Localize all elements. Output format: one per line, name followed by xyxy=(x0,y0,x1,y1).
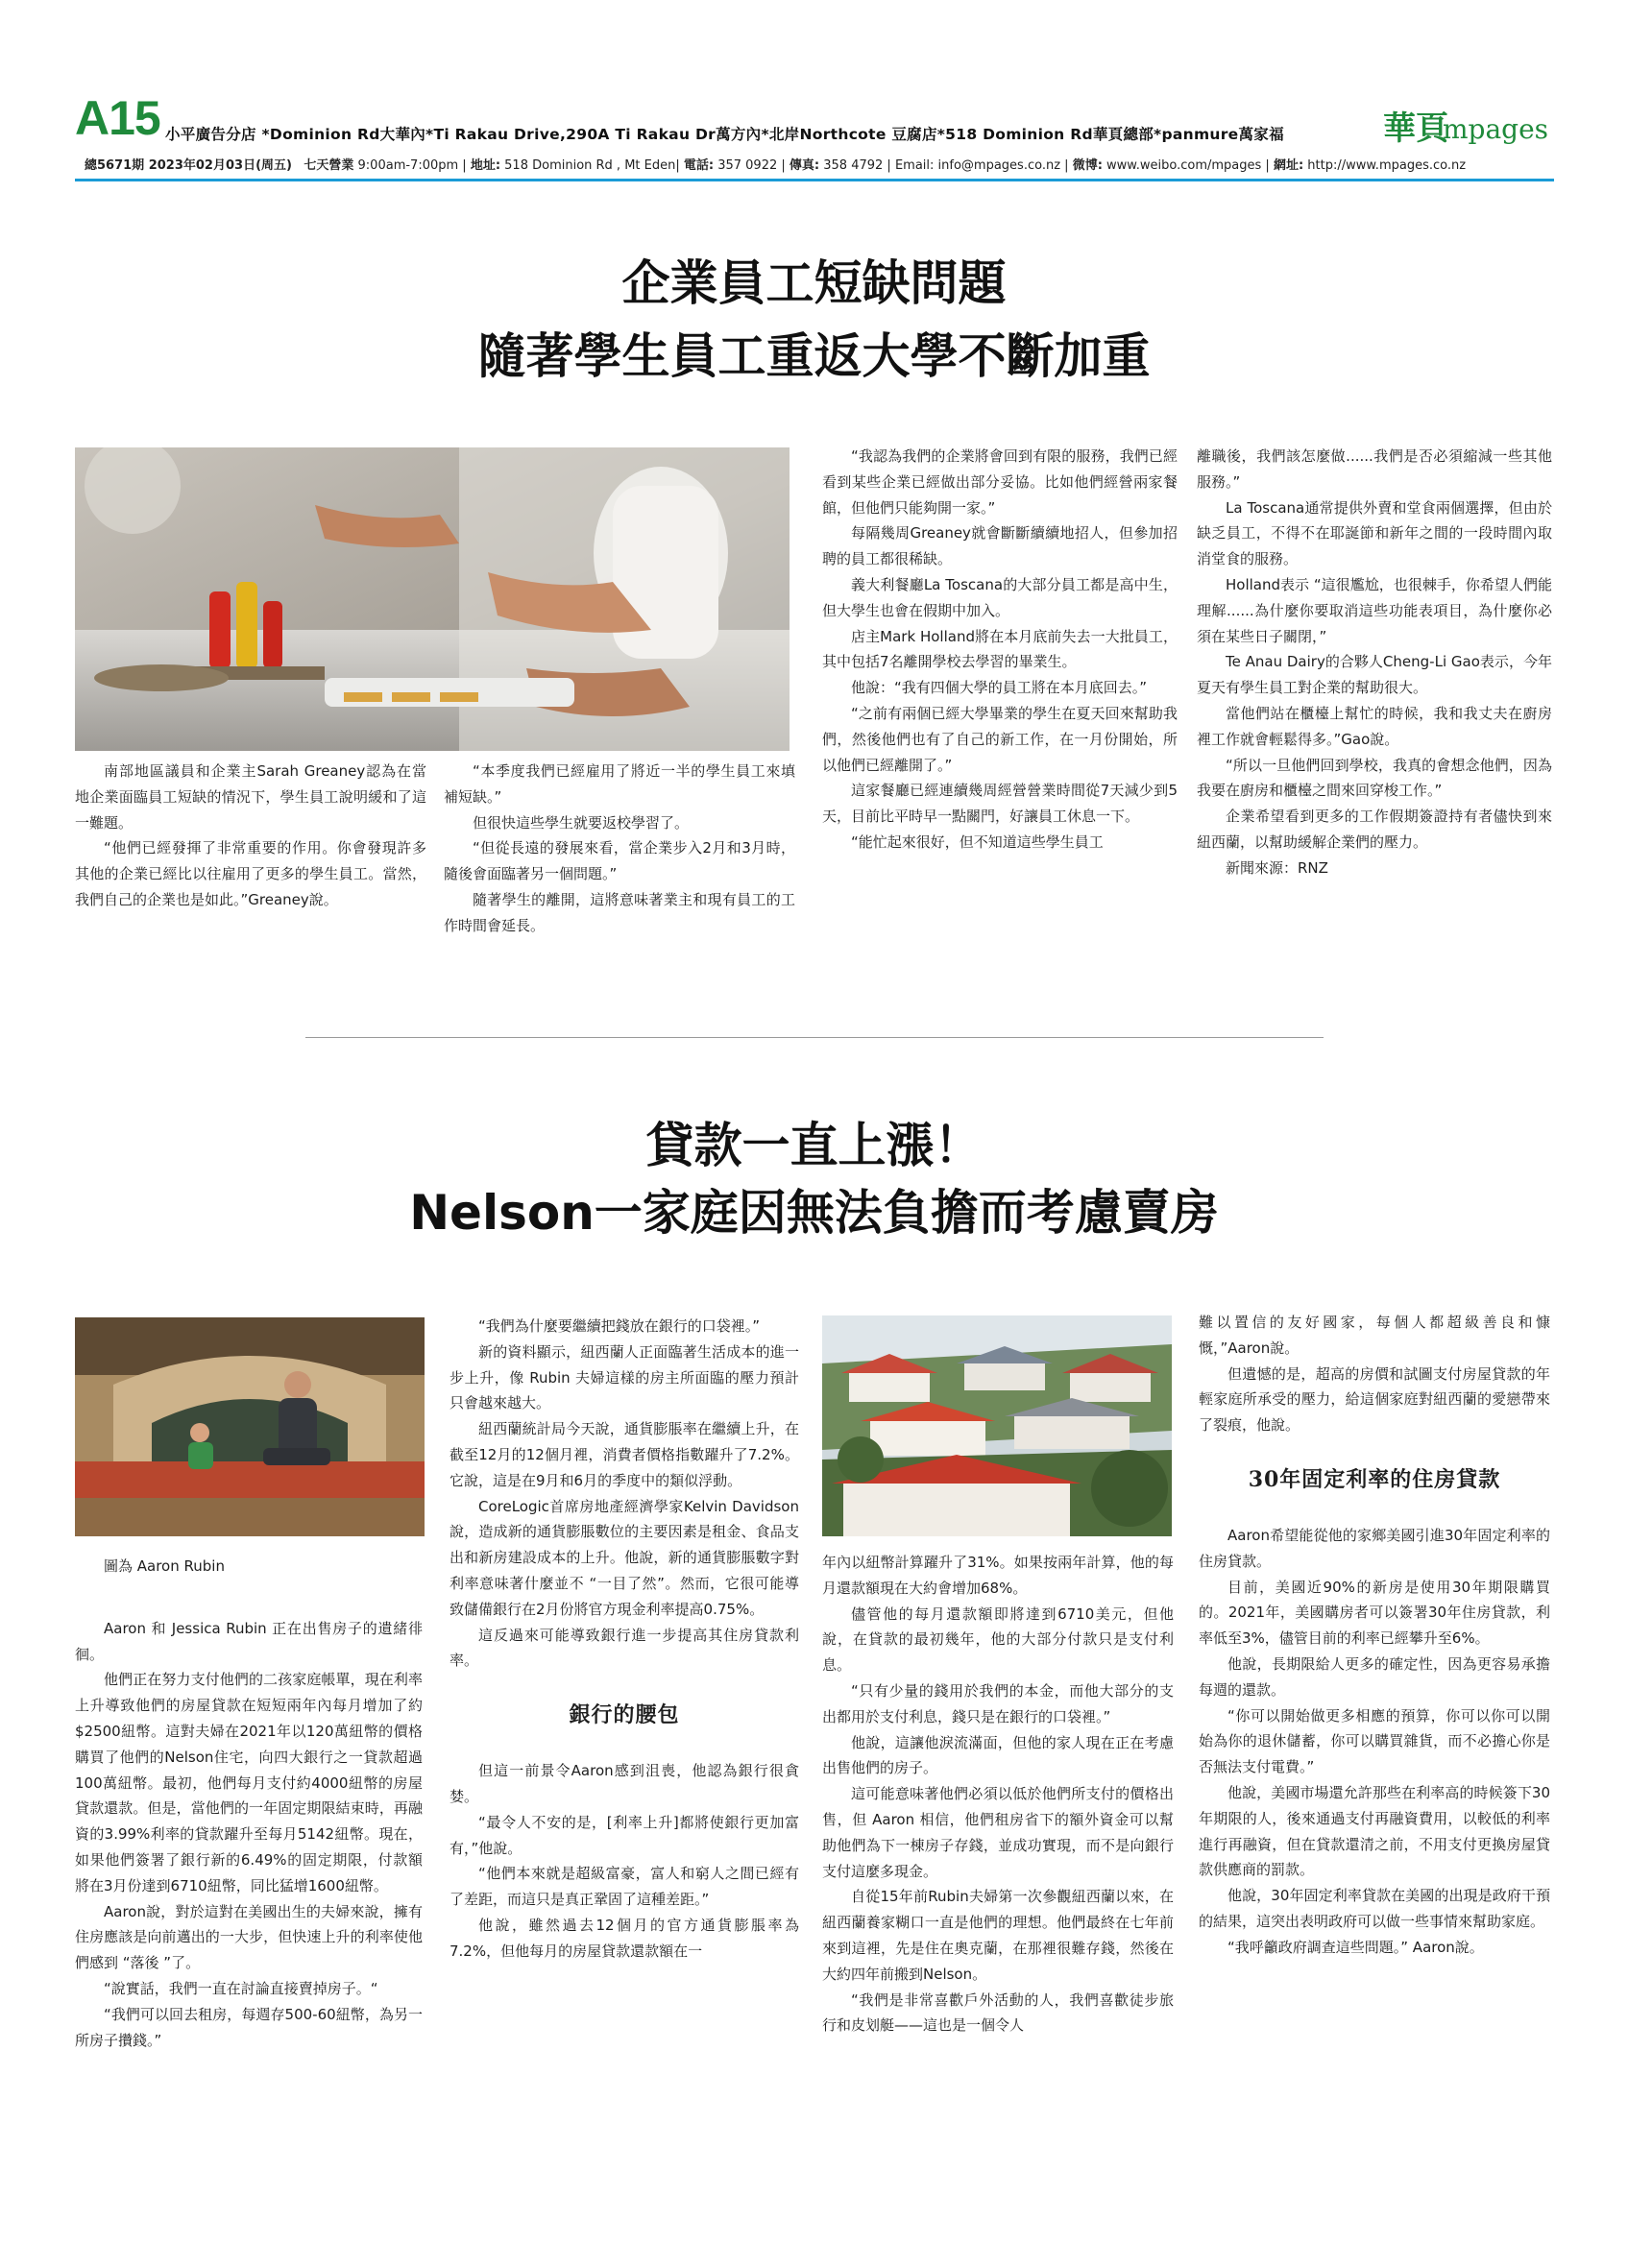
article2-headline-line1: 貸款一直上漲！ xyxy=(645,1118,983,1173)
article2-col2-para: “最令人不安的是，[利率上升]都將使銀行更加富有，”他說。 xyxy=(450,1813,799,1857)
phone-label: 電話: xyxy=(683,158,715,173)
weibo-link[interactable]: www.weibo.com/mpages xyxy=(1106,158,1262,173)
article1-col3-para: “我認為我們的企業將會回到有限的服務，我們已經看到某些企業已經做出部分妥協。比如他們經營兩家餐館，但他們只能夠開一家。” xyxy=(822,447,1178,517)
phone: 357 0922 xyxy=(717,158,778,173)
issue-date: 總5671期 2023年02月03日(周五) xyxy=(85,158,292,173)
kitchen-staff-photo xyxy=(75,447,790,751)
article2-col4-para: 難以置信的友好國家，每個人都超級善良和慷慨，”Aaron說。 xyxy=(1199,1314,1550,1357)
article2-col3-para: 儘管他的每月還款額即將達到6710美元，但他說，在貸款的最初幾年，他的大部分付款只是支付利息。 xyxy=(822,1604,1174,1675)
article1-col3-para: 店主Mark Holland將在本月底前失去一大批員工，其中包括7名離開學校去學習的畢業生。 xyxy=(822,627,1178,671)
article1-column-2 xyxy=(444,759,795,939)
photo-caption: 圖為 Aaron Rubin xyxy=(104,1557,225,1575)
hours-label: 七天營業 xyxy=(304,158,354,173)
article-divider xyxy=(305,1037,1324,1038)
weibo-label: 微博: xyxy=(1072,158,1103,173)
article2-col1-para: Aaron 和 Jessica Rubin 正在出售房子的遺緒徘徊。 xyxy=(75,1619,423,1663)
article2-col4-para: Aaron希望能從他的家鄉美國引進30年固定利率的住房貸款。 xyxy=(1199,1526,1550,1570)
article1-col4-para: La Toscana通常提供外賣和堂食兩個選擇，但由於缺乏員工，不得不在耶誕節和新年之間的一段時間內取消堂食的服務。 xyxy=(1197,498,1552,568)
article2-column-2 xyxy=(450,1314,799,1965)
article2-col2-para: 紐西蘭統計局今天說，通貨膨脹率在繼續上升，在截至12月的12個月裡，消費者價格指數躍升了7.2%。它說，這是在9月和6月的季度中的類似浮動。 xyxy=(450,1420,799,1489)
article2-col4-para: 但遺憾的是，超高的房價和試圖支付房屋貸款的年輕家庭所承受的壓力，給這個家庭對紐西蘭的愛戀帶來了裂痕，他說。 xyxy=(1199,1364,1550,1435)
article2-col2-para: 新的資料顯示，紐西蘭人正面臨著生活成本的進一步上升，像 Rubin 夫婦這樣的房主所面臨的壓力預計只會越來越大。 xyxy=(450,1342,799,1412)
article2-col4-para: 他說，美國市場還允許那些在利率高的時候簽下30年期限的人，後來通過支付再融資費用，以較低的利率進行再融資，但在貸款還清之前，不用支付更換房屋貸款供應商的罰款。 xyxy=(1199,1783,1550,1879)
logo-text: mpages xyxy=(1443,113,1549,145)
houses-photo xyxy=(822,1315,1172,1536)
article2-column-4 xyxy=(1199,1310,1550,1961)
article2-col3-para: “只有少量的錢用於我們的本金，而他大部分的支出都用於支付利息，錢只是在銀行的口袋裡。” xyxy=(822,1681,1174,1725)
article2-col4-para: 目前，美國近90%的新房是使用30年期限購買的。2021年，美國購房者可以簽署30年住房貸款，利率低至3%，儘管目前的利率已經攀升至6%。 xyxy=(1199,1578,1550,1648)
article2-col3-para: “我們是非常喜歡戶外活動的人，我們喜歡徒步旅行和皮划艇——這也是一個令人 xyxy=(822,1991,1174,2035)
article2-col2-para: 他說，雖然過去12個月的官方通貨膨脹率為7.2%，但他每月的房屋貸款還款額在一 xyxy=(450,1916,799,1960)
mpages-logo xyxy=(1383,108,1549,152)
article1-column-1 xyxy=(75,759,426,913)
article1-column-3 xyxy=(822,444,1178,856)
article1-column-4 xyxy=(1197,444,1552,881)
article1-col1-para: “他們已經發揮了非常重要的作用。你會發現許多其他的企業已經比以往雇用了更多的學生員工。當然，我們自己的企業也是如此。”Greaney說。 xyxy=(75,839,426,908)
article2-col1-para: “我們可以回去租房，每週存500-60紐幣，為另一所房子攢錢。” xyxy=(75,2005,423,2049)
branch-ad-line: 小平廣告分店 *Dominion Rd大華內*Ti Rakau Drive,290A Ti Rakau Dr萬方內*北岸Northcote 豆腐店*518 Dominion Rd華頁總部*panmure萬家福 xyxy=(165,126,1284,143)
article1-col1-para: 南部地區議員和企業主Sarah Greaney認為在當地企業面臨員工短缺的情況下，學生員工說明緩和了這一難題。 xyxy=(75,762,426,832)
article1-col4-para: 當他們站在櫃檯上幫忙的時候，我和我丈夫在廚房裡工作就會輕鬆得多。”Gao說。 xyxy=(1197,704,1552,748)
web-label: 網址: xyxy=(1273,158,1304,173)
page-number: A15 xyxy=(75,91,160,145)
article1-col3-para: 義大利餐廳La Toscana的大部分員工都是高中生，但大學生也會在假期中加入。 xyxy=(822,575,1178,619)
address: 518 Dominion Rd , Mt Eden xyxy=(504,158,676,173)
fax-label: 傳真: xyxy=(789,158,820,173)
article1-col3-para: 每隔幾周Greaney就會斷斷續續地招人，但參加招聘的員工都很稀缺。 xyxy=(822,524,1178,568)
article2-column-3 xyxy=(822,1550,1174,2039)
article1-col3-para: 他說：“我有四個大學的員工將在本月底回去。” xyxy=(851,679,1148,697)
article1-col2-para: 隨著學生的離開，這將意味著業主和現有員工的工作時間會延長。 xyxy=(444,890,795,934)
article1-col4-para: “所以一旦他們回到學校，我真的會想念他們，因為我要在廚房和櫃檯之間來回穿梭工作。” xyxy=(1197,756,1552,800)
article2-col3-para: 他說，這讓他淚流滿面，但他的家人現在正在考慮出售他們的房子。 xyxy=(822,1733,1174,1777)
article1-col3-para: 這家餐廳已經連續幾周經營營業時間從7天減少到5天，目前比平時早一點關門，好讓員工休息一下。 xyxy=(822,782,1178,826)
article2-col1-para: 他們正在努力支付他們的二孩家庭帳單，現在利率上升導致他們的房屋貸款在短短兩年內每月增加了約$2500紐幣。這對夫婦在2021年以120萬紐幣的價格購買了他們的Nelson住宅，向四大銀行之一貸款超過100萬紐幣。最初，他們每月支付約4000紐幣的房屋貸款還款。但是，當他們的一年固定期限結束時，再融資的3.99%利率的貸款躍升至每月5142紐幣。現在，如果他們簽署了銀行新的6.49%的固定期限，付款額將在3月份達到6710紐幣，同比猛增1600紐幣。 xyxy=(75,1671,423,1894)
logo-mark: 華頁 xyxy=(1383,109,1448,148)
article2-col4-para: 他說，長期限給人更多的確定性，因為更容易承擔每週的還款。 xyxy=(1199,1654,1550,1699)
article2-col4-para: “我呼籲政府調查這些問題。” Aaron說。 xyxy=(1227,1938,1484,1956)
header-rule xyxy=(75,179,1554,181)
article2-col2-para: 但這一前景令Aaron感到沮喪，他認為銀行很貪婪。 xyxy=(450,1762,799,1805)
article2-col4-para: “你可以開始做更多相應的預算，你可以你可以開始為你的退休儲蓄，你可以購買雜貨，而不必擔心你是否無法支付電費。” xyxy=(1199,1706,1550,1776)
article2-headline-line2: Nelson一家庭因無法負擔而考慮賣房 xyxy=(409,1185,1219,1241)
article1-col4-para: Holland表示 “這很尷尬，也很棘手，你希望人們能理解......為什麼你要取消這些功能表項目，為什麼你必須在某些日子關閉，” xyxy=(1197,575,1552,645)
article2-col4-para: 他說，30年固定利率貸款在美國的出現是政府干預的結果，這突出表明政府可以做一些事情來幫助家庭。 xyxy=(1199,1887,1550,1930)
article1-headline-line1: 企業員工短缺問題 xyxy=(621,255,1007,311)
article1-col4-para: 離職後，我們該怎麼做......我們是否必須縮減一些其他服務。” xyxy=(1197,447,1552,491)
subhead-30yr-fixed: 30年固定利率的住房貸款 xyxy=(1248,1466,1501,1492)
aaron-rubin-photo xyxy=(75,1317,425,1536)
article2-column-1 xyxy=(75,1554,423,2053)
article2-col1-para: Aaron說，對於這對在美國出生的夫婦來說，擁有住房應該是向前邁出的一大步，但快速上升的利率使他們感到 “落後 ”了。 xyxy=(75,1902,423,1972)
article1-col4-para: Te Anau Dairy的合夥人Cheng-Li Gao表示，今年夏天有學生員工對企業的幫助很大。 xyxy=(1197,653,1552,697)
article2-col3-para: 年內以紐幣計算躍升了31%。如果按兩年計算，他的每月還款額現在大約會增加68%。 xyxy=(822,1554,1174,1597)
article2-col2-para: 這反過來可能導致銀行進一步提高其住房貸款利率。 xyxy=(450,1626,799,1670)
article1-headline-line2: 隨著學生員工重返大學不斷加重 xyxy=(477,328,1151,384)
article1-col2-para: “本季度我們已經雇用了將近一半的學生員工來填補短缺。” xyxy=(444,762,795,806)
email-link[interactable]: info@mpages.co.nz xyxy=(937,158,1061,173)
article1-col2-para: 但很快這些學生就要返校學習了。 xyxy=(473,813,690,832)
fax: 358 4792 xyxy=(823,158,884,173)
address-label: 地址: xyxy=(470,158,501,173)
article1-col4-para: 企業希望看到更多的工作假期簽證持有者儘快到來紐西蘭，以幫助緩解企業們的壓力。 xyxy=(1197,808,1552,851)
article1-col3-para: “之前有兩個已經大學畢業的學生在夏天回來幫助我們，然後他們也有了自己的新工作，在一月份開始，所以他們已經離開了。” xyxy=(822,704,1178,774)
article2-col2-para: “他們本來就是超級富豪，富人和窮人之間已經有了差距，而這只是真正鞏固了這種差距。” xyxy=(450,1865,799,1909)
article2-col2-para: CoreLogic首席房地產經濟學家Kelvin Davidson說，造成新的通貨膨脹數位的主要因素是租金、食品支出和新房建設成本的上升。他說，新的通貨膨脹數字對利率意味著什麼並不 “一目了然”。然而，它很可能導致儲備銀行在2月份將官方現金利率提高0.75%。 xyxy=(450,1497,799,1618)
website-link[interactable]: http://www.mpages.co.nz xyxy=(1307,158,1467,173)
article2-col2-para: “我們為什麼要繼續把錢放在銀行的口袋裡。” xyxy=(478,1317,761,1335)
article2-col1-para: “說實話，我們一直在討論直接賣掉房子。“ xyxy=(104,1979,378,1997)
article2-col3-para: 自從15年前Rubin夫婦第一次參觀紐西蘭以來，在紐西蘭養家糊口一直是他們的理想。他們最終在七年前來到這裡，先是住在奧克蘭，在那裡很難存錢，然後在大約四年前搬到Nelson。 xyxy=(822,1888,1174,1983)
masthead-info-line: 總5671期 2023年02月03日(周五) 七天營業 9:00am-7:00pm | 地址: 518 Dominion Rd , Mt Eden| 電話: 357 0922 | 傳真: 358 4792 | Email: info@mpages.co.nz | 微博: www.weibo.com/mpages | 網址: http://www.mpages.co.nz xyxy=(85,158,1467,173)
article2-col3-para: 這可能意味著他們必須以低於他們所支付的價格出售，但 Aaron 相信，他們租房省下的額外資金可以幫助他們為下一棟房子存錢，並成功實現，而不是向銀行支付這麼多現金。 xyxy=(822,1785,1174,1880)
article1-col4-para: 新聞來源：RNZ xyxy=(1226,858,1328,877)
article1-col2-para: “但從長遠的發展來看，當企業步入2月和3月時，隨後會面臨著另一個問題。” xyxy=(444,839,795,883)
email-label: Email: xyxy=(894,158,935,173)
subhead-bank-pocket: 銀行的腰包 xyxy=(569,1702,680,1728)
article1-col3-para: “能忙起來很好，但不知道這些學生員工 xyxy=(851,832,1104,851)
hours: 9:00am-7:00pm xyxy=(357,158,459,173)
